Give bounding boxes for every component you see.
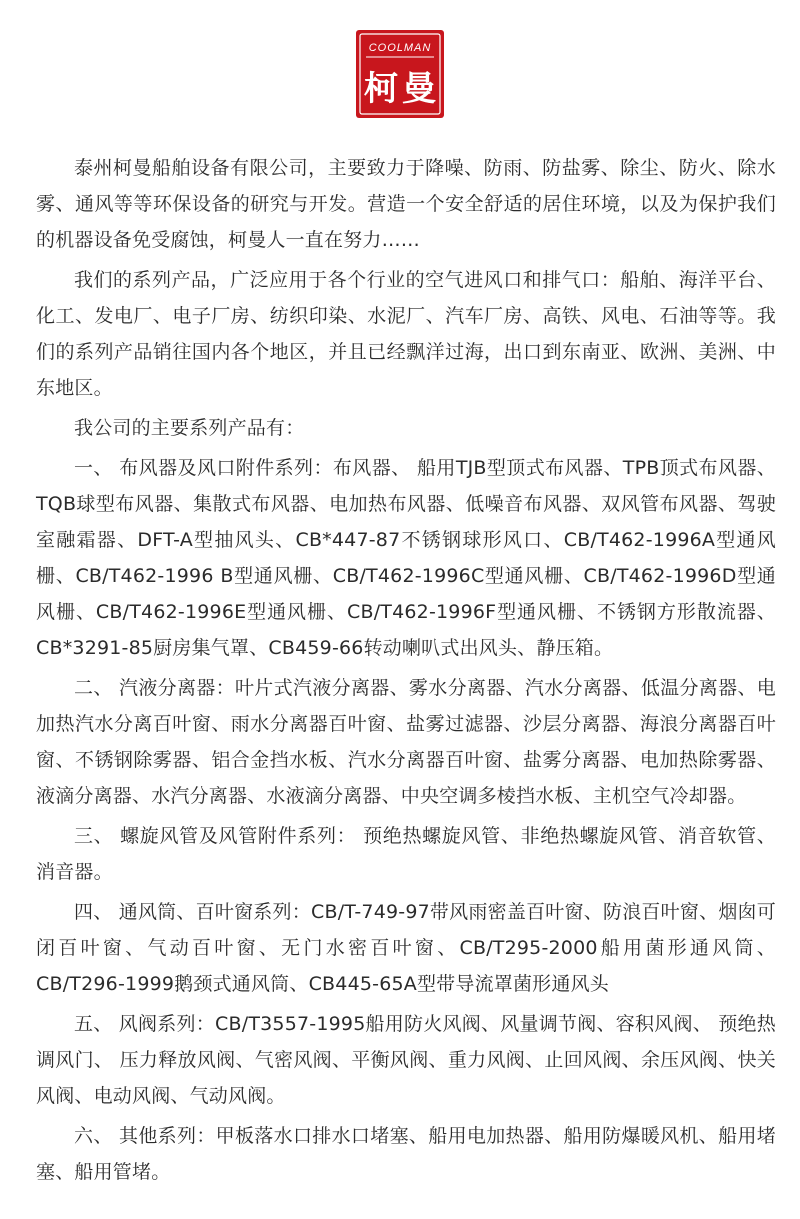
product-series-4: 四、 通风筒、百叶窗系列：CB/T-749-97带风雨密盖百叶窗、防浪百叶窗、烟囱可闭百叶窗、气动百叶窗、无门水密百叶窗、CB/T295-2000船用菌形通风筒、CB/T296-1999鹅颈式通风筒、CB445-65A型带导流罩菌形通风头 bbox=[36, 901, 776, 995]
product-series-6: 六、 其他系列：甲板落水口排水口堵塞、船用电加热器、船用防爆暖风机、船用堵塞、船用管堵。 bbox=[36, 1125, 776, 1183]
product-series-1: 一、 布风器及风口附件系列：布风器、 船用TJB型顶式布风器、TPB顶式布风器、TQB球型布风器、集散式布风器、电加热布风器、低噪音布风器、双风管布风器、驾驶室融霜器、DFT-A型抽风头、CB*447-87不锈钢球形风口、CB/T462-1996A型通风栅、CB/T462-1996 B型通风栅、CB/T462-1996C型通风栅、CB/T462-1996D型通风栅、CB/T462-1996E型通风栅、CB/T462-1996F型通风栅、不锈钢方形散流器、CB*3291-85厨房集气罩、CB459-66转动喇叭式出风头、静压箱。 bbox=[36, 457, 776, 659]
company-description bbox=[36, 150, 776, 1194]
intro-paragraph: 泰州柯曼船舶设备有限公司，主要致力于降噪、防雨、防盐雾、除尘、防火、除水雾、通风等等环保设备的研究与开发。营造一个安全舒适的居住环境，以及为保护我们的机器设备免受腐蚀，柯曼人一直在努力…… bbox=[36, 157, 776, 251]
logo-brand-text: COOLMAN bbox=[368, 42, 432, 54]
products-heading: 我公司的主要系列产品有： bbox=[74, 417, 305, 439]
product-series-2: 二、 汽液分离器：叶片式汽液分离器、雾水分离器、汽水分离器、低温分离器、电加热汽水分离百叶窗、雨水分离器百叶窗、盐雾过滤器、沙层分离器、海浪分离器百叶窗、不锈钢除雾器、铝合金挡水板、汽水分离器百叶窗、盐雾分离器、电加热除雾器、液滴分离器、水汽分离器、水液滴分离器、中央空调多棱挡水板、主机空气冷却器。 bbox=[36, 677, 776, 807]
logo-char-left: 柯 bbox=[364, 69, 398, 109]
product-series-3: 三、 螺旋风管及风管附件系列： 预绝热螺旋风管、非绝热螺旋风管、消音软管、消音器。 bbox=[36, 825, 776, 883]
logo-char-right: 曼 bbox=[402, 69, 436, 109]
company-logo bbox=[356, 30, 444, 118]
applications-paragraph: 我们的系列产品，广泛应用于各个行业的空气进风口和排气口：船舶、海洋平台、化工、发电厂、电子厂房、纺织印染、水泥厂、汽车厂房、高铁、风电、石油等等。我们的系列产品销往国内各个地区，并且已经飘洋过海，出口到东南亚、欧洲、美洲、中东地区。 bbox=[36, 269, 776, 399]
logo-seal bbox=[356, 30, 444, 118]
product-series-5: 五、 风阀系列：CB/T3557-1995船用防火风阀、风量调节阀、容积风阀、 预绝热调风门、 压力释放风阀、气密风阀、平衡风阀、重力风阀、止回风阀、余压风阀、快关风阀、电动风阀、气动风阀。 bbox=[36, 1013, 776, 1107]
